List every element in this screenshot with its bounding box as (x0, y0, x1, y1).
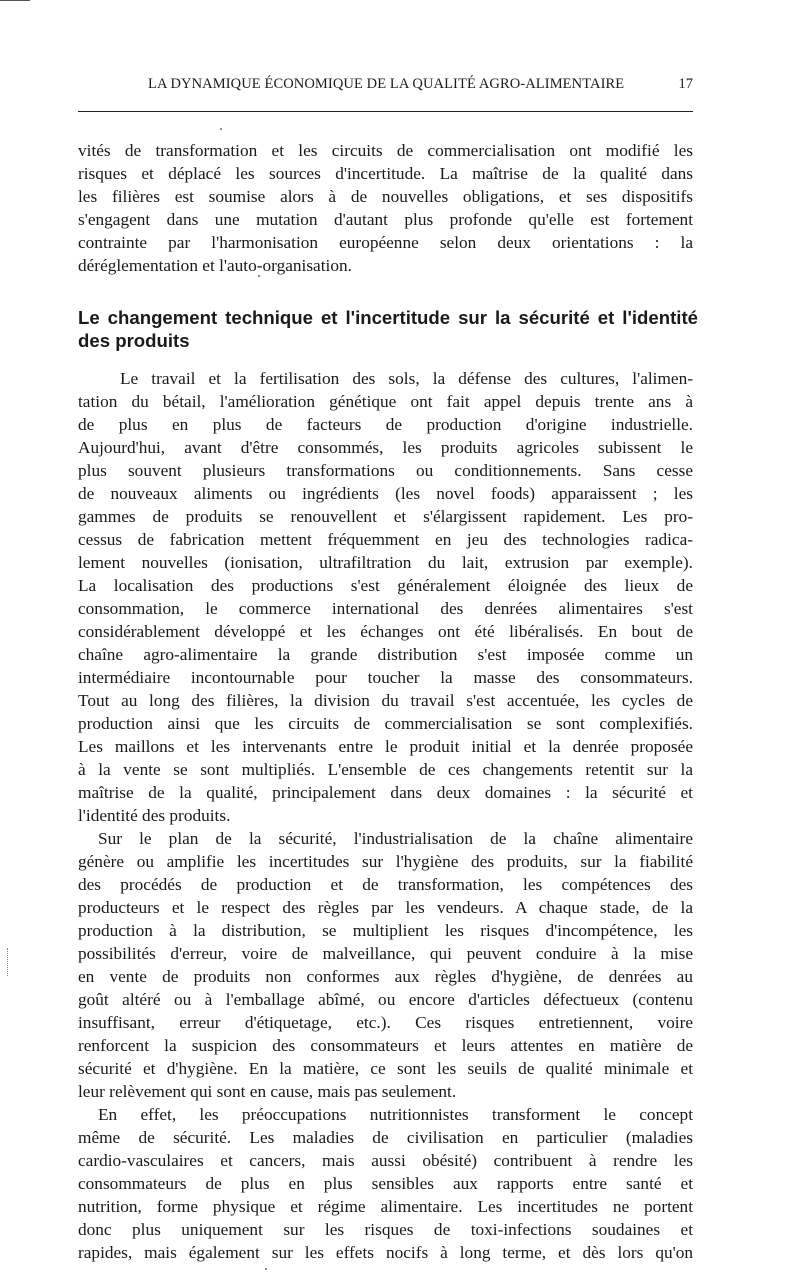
text-line: sécurité et d'hygiène. En la matière, ce sont les seuils de qualité minimale et (78, 1059, 693, 1078)
scan-speck (220, 128, 222, 130)
text-line: maîtrise de la qualité, principalement dans deux domaines : la sécurité et (78, 783, 693, 802)
text-line: intermédiaire incontournable pour toucher la masse des consommateurs. (78, 668, 693, 687)
header-rule (78, 111, 693, 112)
paragraph-safety (78, 827, 693, 1103)
text-line: production à la distribution, se multiplient les risques d'incompétence, les (78, 921, 693, 940)
text-line: les filières est soumise alors à de nouvelles obligations, et ses dispositifs (78, 187, 693, 206)
text-line: cessus de fabrication mettent fréquemment en jeu des technologies radica- (78, 530, 693, 549)
text-line: l'identité des produits. (78, 806, 231, 825)
text-line: considérablement développé et les échanges ont été libéralisés. En bout de (78, 622, 693, 641)
text-line: gammes de produits se renouvellent et s'élargissent rapidement. Les pro- (78, 507, 693, 526)
text-line: goût altéré ou à l'emballage abîmé, ou encore d'articles défectueux (contenu (78, 990, 693, 1009)
text-line: risques et déplacé les sources d'incertitude. La maîtrise de la qualité dans (78, 164, 693, 183)
text-line: chaîne agro-alimentaire la grande distribution s'est imposée comme un (78, 645, 693, 664)
text-line: en vente de produits non conformes aux règles d'hygiène, de denrées au (78, 967, 693, 986)
text-line: La localisation des productions s'est généralement éloignée des lieux de (78, 576, 693, 595)
text-line: s'engagent dans une mutation d'autant plus profonde qu'elle est fortement (78, 210, 693, 229)
text-line: Aujourd'hui, avant d'être consommés, les produits agricoles subissent le (78, 438, 693, 457)
text-line: production ainsi que les circuits de commercialisation se sont complexifiés. (78, 714, 693, 733)
text-line: nutrition, forme physique et régime alimentaire. Les incertitudes ne portent (78, 1197, 693, 1216)
running-header (78, 76, 693, 96)
text-line: Tout au long des filières, la division du travail s'est accentuée, les cycles de (78, 691, 693, 710)
text-line: tation du bétail, l'amélioration génétique ont fait appel depuis trente ans à (78, 392, 693, 411)
section-heading (78, 306, 698, 352)
text-line: renforcent la suspicion des consommateurs et leurs attentes en matière de (78, 1036, 693, 1055)
running-title: LA DYNAMIQUE ÉCONOMIQUE DE LA QUALITÉ AGRO-ALIMENTAIRE (148, 76, 625, 92)
section-heading-line: des produits (78, 330, 190, 351)
text-line: En effet, les préoccupations nutritionnistes transforment le concept (98, 1105, 693, 1124)
text-line: rapides, mais également sur les effets nocifs à long terme, et dès lors qu'on (78, 1243, 693, 1262)
text-line: cardio-vasculaires et cancers, mais aussi obésité) contribuent à rendre les (78, 1151, 693, 1170)
text-line: Sur le plan de la sécurité, l'industrialisation de la chaîne alimentaire (98, 829, 693, 848)
section-heading-line: Le changement technique et l'incertitude sur la sécurité et l'identité (78, 307, 698, 328)
text-line: de plus en plus de facteurs de production d'origine industrielle. (78, 415, 693, 434)
text-line: à la vente se sont multipliés. L'ensemble de ces changements retentit sur la (78, 760, 693, 779)
margin-mark (7, 948, 9, 976)
text-line: consommateurs de plus en plus sensibles aux rapports entre santé et (78, 1174, 693, 1193)
text-line: leur relèvement qui sont en cause, mais pas seulement. (78, 1082, 457, 1101)
page-number: 17 (678, 76, 693, 92)
text-line: insuffisant, erreur d'étiquetage, etc.). Ces risques entretiennent, voire (78, 1013, 693, 1032)
text-line: même de sécurité. Les maladies de civilisation en particulier (maladies (78, 1128, 693, 1147)
paragraph-technical-change (78, 367, 693, 827)
text-line: Le travail et la fertilisation des sols, la défense des cultures, l'alimen- (120, 369, 693, 388)
scan-speck (265, 1268, 267, 1270)
text-line: lement nouvelles (ionisation, ultrafiltration du lait, extrusion par exemple). (78, 553, 693, 572)
text-line: contrainte par l'harmonisation européenne selon deux orientations : la (78, 233, 693, 252)
text-line: de nouveaux aliments ou ingrédients (les novel foods) apparaissent ; les (78, 484, 693, 503)
text-line: Les maillons et les intervenants entre le produit initial et la denrée proposée (78, 737, 693, 756)
text-line: producteurs et le respect des règles par les vendeurs. A chaque stade, de la (78, 898, 693, 917)
paragraph-nutrition (78, 1103, 693, 1264)
text-line: possibilités d'erreur, voire de malveillance, qui peuvent conduire à la mise (78, 944, 693, 963)
text-line: génère ou amplifie les incertitudes sur l'hygiène des produits, sur la fiabilité (78, 852, 693, 871)
text-line: vités de transformation et les circuits de commercialisation ont modifié les (78, 141, 693, 160)
text-line: donc plus uniquement sur les risques de toxi-infections soudaines et (78, 1220, 693, 1239)
text-line: déréglementation et l'auto-organisation. (78, 256, 352, 275)
scan-edge-mark (0, 0, 30, 1)
text-line: plus souvent plusieurs transformations ou conditionnements. Sans cesse (78, 461, 693, 480)
text-line: consommation, le commerce international des denrées alimentaires s'est (78, 599, 693, 618)
intro-paragraph (78, 139, 693, 277)
text-line: des procédés de production et de transformation, les compétences des (78, 875, 693, 894)
